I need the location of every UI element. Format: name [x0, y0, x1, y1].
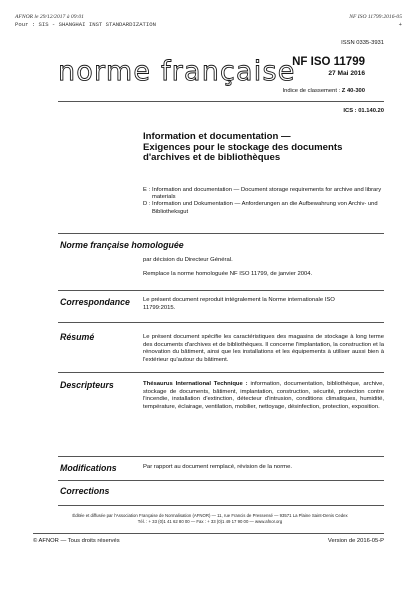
copyright: © AFNOR — Tous droits réservés: [33, 538, 120, 544]
modifications-label: Modifications: [60, 463, 117, 473]
title-line: d'archives et de bibliothèques: [143, 152, 281, 164]
corrections-label: Corrections: [60, 486, 110, 496]
descripteurs-lead: Thésaurus International Technique :: [143, 381, 248, 387]
homologation-line: Remplace la norme homologuée NF ISO 11799, de janvier 2004.: [143, 270, 313, 277]
divider: [58, 372, 384, 373]
classification-label: Indice de classement :: [282, 88, 341, 94]
resume-text: Le présent document spécifie les caractéristiques des magasins de stockage à long terme des documents d'archives et de bibliothèques. Il concerne l'implantation, la construction et la rénovation du bâtiment, ainsi que les installations et les équipements à utiliser aussi bien à l'extérieur qu'autour du bâtiment.: [143, 334, 384, 363]
title-line: Exigences pour le stockage des documents: [143, 141, 343, 153]
translation-code: E :: [143, 187, 151, 193]
descripteurs-text: [143, 381, 384, 411]
norme-francaise-logo: norme française: [58, 56, 296, 87]
translation-text: Information and documentation — Document storage requirements for archive and library materials: [152, 187, 382, 201]
translation-code: D :: [143, 201, 151, 208]
divider: [58, 322, 384, 323]
translation-text: Information und Dokumentation — Anforderungen an die Aufbewahrung von Archiv- und Bibliotheksgut: [152, 201, 378, 215]
correspondance-label: Correspondance: [60, 297, 130, 307]
classification-value: Z 40-300: [341, 88, 365, 94]
divider: [58, 505, 384, 506]
divider: [58, 480, 384, 481]
header-doc-ref: NF ISO 11799:2016-05: [349, 14, 402, 20]
issn: ISSN 0335-3931: [341, 40, 384, 46]
homologation-text: [143, 257, 384, 278]
divider: [58, 233, 384, 234]
divider: [58, 456, 384, 457]
ics-code: ICS : 01.140.20: [343, 108, 384, 114]
translation-de: [143, 201, 384, 215]
document-title: [143, 132, 383, 164]
publisher-address: Éditée et diffusée par l'Association Française de Normalisation (AFNOR) — 11, rue Francis de Pressensé — 93571 La Plaine Saint-Denis Cedex: [72, 513, 348, 518]
header-recipient: Pour : SIS - SHANGHAI INST STANDARDIZATION: [15, 21, 156, 28]
header-timestamp: AFNOR le 29/12/2017 à 09:01: [15, 14, 84, 20]
version: Version de 2016-05-P: [327, 538, 384, 544]
standard-number: NF ISO 11799: [292, 56, 365, 68]
translation-en: [143, 187, 384, 201]
correspondance-text: Le présent document reproduit intégralement la Norme internationale ISO 11799:2015.: [143, 297, 335, 311]
homologation-label: Norme française homologuée: [60, 240, 184, 250]
divider: [58, 290, 384, 291]
homologation-line: par décision du Directeur Général.: [143, 257, 233, 263]
classification: [282, 88, 365, 95]
descripteurs-terms: information, documentation, bibliothèque, archive, stockage de documents, bâtiment, implantation, construction, sécurité, protection contre l'incendie, installation d'extinction, détecteur d'intrusion, conditions climatiques, humidité, température, éclairage, ventilation, mobilier, nettoyage, désinfection, protection, exposition.: [143, 381, 385, 410]
translations: [143, 187, 384, 216]
resume-label: Résumé: [60, 332, 95, 342]
top-divider: [58, 101, 384, 102]
publisher-contact: Tél. : + 33 (0)1 41 62 80 00 — Fax : + 33 (0)1 49 17 90 00 — www.afnor.org: [137, 519, 283, 525]
header-plus: +: [398, 21, 402, 28]
footer-divider: [33, 533, 384, 534]
standard-date: 27 Mai 2016: [328, 70, 365, 77]
title-line: Information et documentation —: [143, 131, 291, 142]
descripteurs-label: Descripteurs: [60, 380, 114, 390]
modifications-text: Par rapport au document remplacé, révision de la norme.: [143, 464, 292, 470]
publisher-info: [40, 513, 380, 525]
